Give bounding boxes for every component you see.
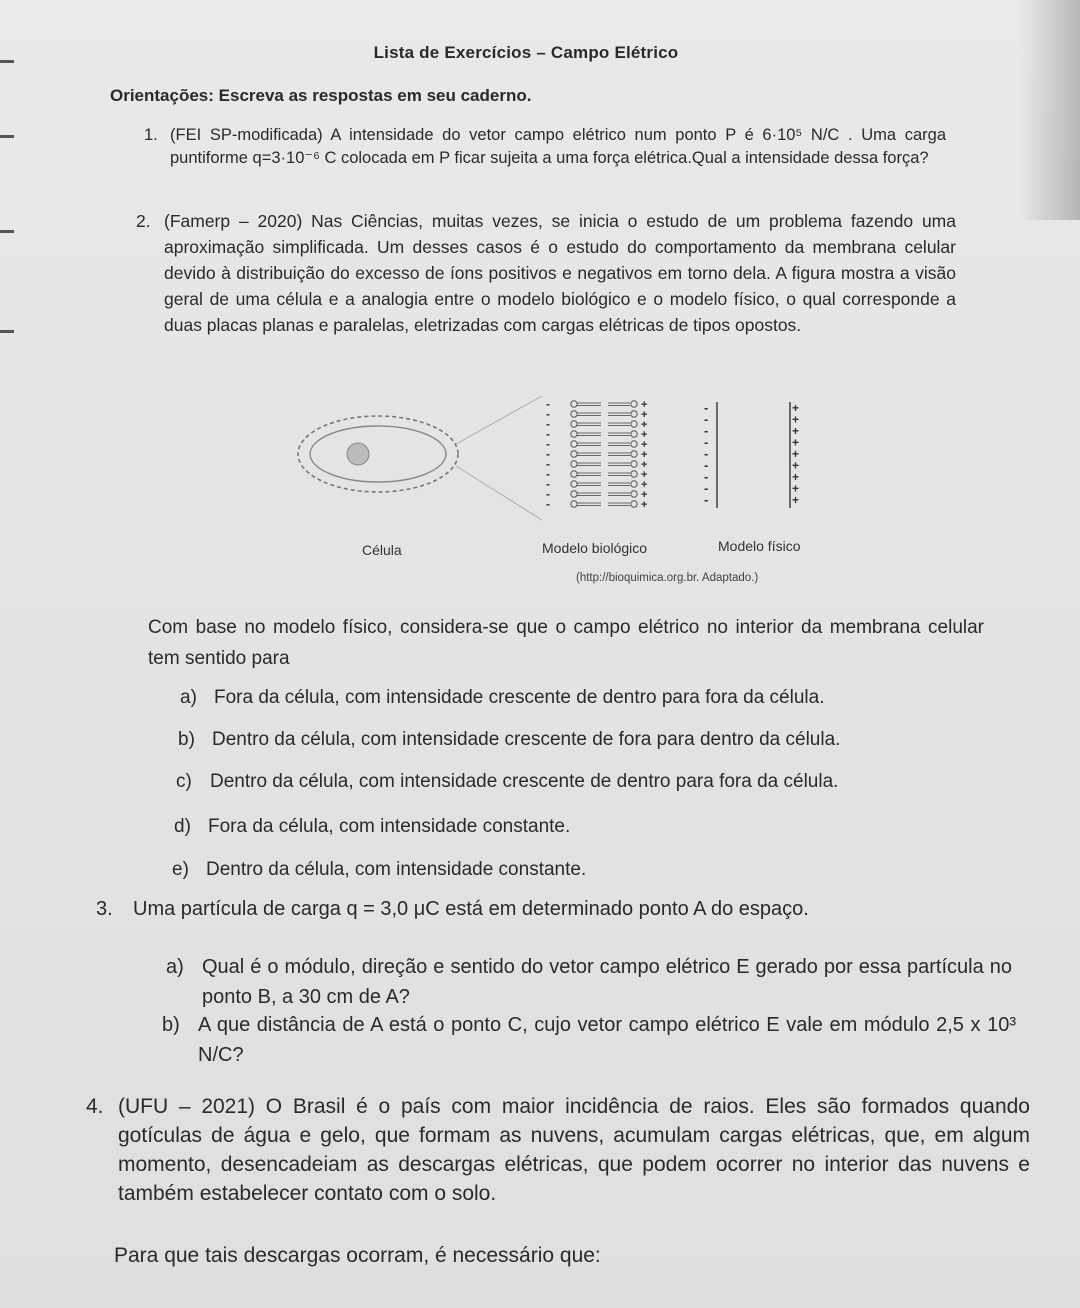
- label-cell: Célula: [362, 542, 402, 558]
- svg-text:-: -: [546, 447, 550, 461]
- svg-text:+: +: [792, 412, 800, 427]
- svg-text:+: +: [641, 429, 648, 441]
- svg-text:+: +: [641, 439, 648, 451]
- membrane-diagram: [296, 396, 836, 526]
- option-d: d) Fora da célula, com intensidade constante.: [174, 816, 571, 837]
- page-edge-shadow: [1020, 0, 1080, 220]
- svg-text:+: +: [641, 489, 648, 501]
- option-c: c) Dentro da célula, com intensidade crescente de dentro para fora da célula.: [176, 771, 839, 792]
- svg-text:-: -: [546, 417, 550, 431]
- svg-text:-: -: [704, 480, 709, 496]
- label-biological-model: Modelo biológico: [542, 540, 648, 556]
- page-title: Lista de Exercícios – Campo Elétrico: [373, 43, 679, 62]
- question-text: (FEI SP-modificada) A intensidade do vetor campo elétrico num ponto P é 6·10⁵ N/C . Uma carga puntiforme q=3·10⁻⁶ C colocada em P ficar sujeita a uma força elétrica.Qual a intensidade dessa força?: [170, 126, 946, 167]
- orientation-text: Orientações: Escreva as respostas em seu caderno.: [110, 86, 532, 105]
- svg-text:+: +: [792, 493, 800, 507]
- svg-text:-: -: [704, 457, 709, 473]
- question-number: 4.: [86, 1095, 104, 1118]
- cell-drawing: [298, 396, 542, 520]
- physical-model-drawing: [704, 400, 799, 508]
- svg-text:-: -: [546, 427, 550, 441]
- svg-text:-: -: [546, 487, 550, 501]
- svg-text:+: +: [641, 499, 648, 511]
- svg-text:-: -: [546, 477, 550, 491]
- svg-text:+: +: [792, 481, 800, 496]
- question-2-stem: Com base no modelo físico, considera-se que o campo elétrico no interior da membrana celular tem sentido para: [148, 617, 984, 669]
- option-e: e) Dentro da célula, com intensidade constante.: [172, 859, 587, 880]
- svg-text:-: -: [546, 407, 550, 421]
- question-text: (Famerp – 2020) Nas Ciências, muitas vezes, se inicia o estudo de um problema fazendo uma aproximação simplificada. Um desses casos é o estudo do comportamento da membrana celular devido à distribuição do excesso de íons positivos e negativos em torno dela. A figura mostra a visão geral de uma célula e a analogia entre o modelo biológico e o modelo físico, o qual corresponde a duas placas planas e paralelas, eletrizadas com cargas elétricas de tipos opostos.: [164, 211, 956, 335]
- svg-text:+: +: [641, 409, 648, 421]
- question-text: Uma partícula de carga q = 3,0 μC está em determinado ponto A do espaço.: [133, 898, 809, 920]
- question-number: 2.: [136, 211, 151, 231]
- svg-text:-: -: [546, 437, 550, 451]
- option-b: b) Dentro da célula, com intensidade crescente de fora para dentro da célula.: [178, 729, 841, 750]
- svg-text:-: -: [704, 434, 709, 450]
- svg-text:+: +: [792, 470, 800, 484]
- question-3-part-a: a) Qual é o módulo, direção e sentido do vetor campo elétrico E gerado por essa partícula no ponto B, a 30 cm de A?: [166, 956, 1012, 1008]
- svg-text:-: -: [704, 411, 709, 427]
- membrane-figure: [296, 396, 836, 596]
- svg-text:-: -: [704, 492, 709, 507]
- svg-text:+: +: [641, 469, 648, 481]
- svg-text:-: -: [704, 400, 709, 415]
- question-3-part-b: b) A que distância de A está o ponto C, cujo vetor campo elétrico E vale em módulo 2,5 x 10³ N/C?: [162, 1014, 1016, 1066]
- svg-text:+: +: [641, 419, 648, 431]
- question-text: (UFU – 2021) O Brasil é o país com maior incidência de raios. Eles são formados quando gotículas de água e gelo, que formam as nuvens, acumulam cargas elétricas, que, em algum momento, desencadeiam as descargas elétricas, que podem ocorrer no interior das nuvens e também estabelecer contato com o solo.: [118, 1095, 1030, 1205]
- svg-text:-: -: [546, 497, 550, 511]
- svg-text:-: -: [546, 467, 550, 481]
- label-physical-model: Modelo físico: [718, 538, 801, 554]
- svg-text:-: -: [546, 397, 550, 411]
- question-2: [136, 208, 956, 338]
- svg-text:+: +: [641, 399, 648, 411]
- question-number: 3.: [96, 898, 113, 920]
- figure-source: (http://bioquimica.org.br. Adaptado.): [576, 572, 759, 584]
- svg-text:+: +: [792, 401, 800, 415]
- svg-text:+: +: [792, 458, 800, 473]
- svg-text:+: +: [641, 479, 648, 491]
- svg-text:+: +: [641, 459, 648, 471]
- question-4-prompt: Para que tais descargas ocorram, é necessário que:: [114, 1244, 601, 1267]
- svg-text:-: -: [704, 469, 709, 484]
- svg-text:+: +: [792, 435, 800, 450]
- svg-text:+: +: [792, 424, 800, 438]
- question-number: 1.: [144, 126, 158, 144]
- svg-text:+: +: [641, 449, 648, 461]
- biological-model-drawing: [546, 397, 647, 511]
- question-4: [86, 1092, 1030, 1208]
- question-1: [144, 124, 946, 170]
- option-a: a) Fora da célula, com intensidade crescente de dentro para fora da célula.: [180, 687, 825, 708]
- question-3: [96, 898, 809, 921]
- left-margin-marks: [0, 40, 16, 440]
- svg-text:-: -: [546, 457, 550, 471]
- svg-text:+: +: [792, 447, 800, 461]
- svg-text:-: -: [704, 423, 709, 438]
- svg-text:-: -: [704, 446, 709, 461]
